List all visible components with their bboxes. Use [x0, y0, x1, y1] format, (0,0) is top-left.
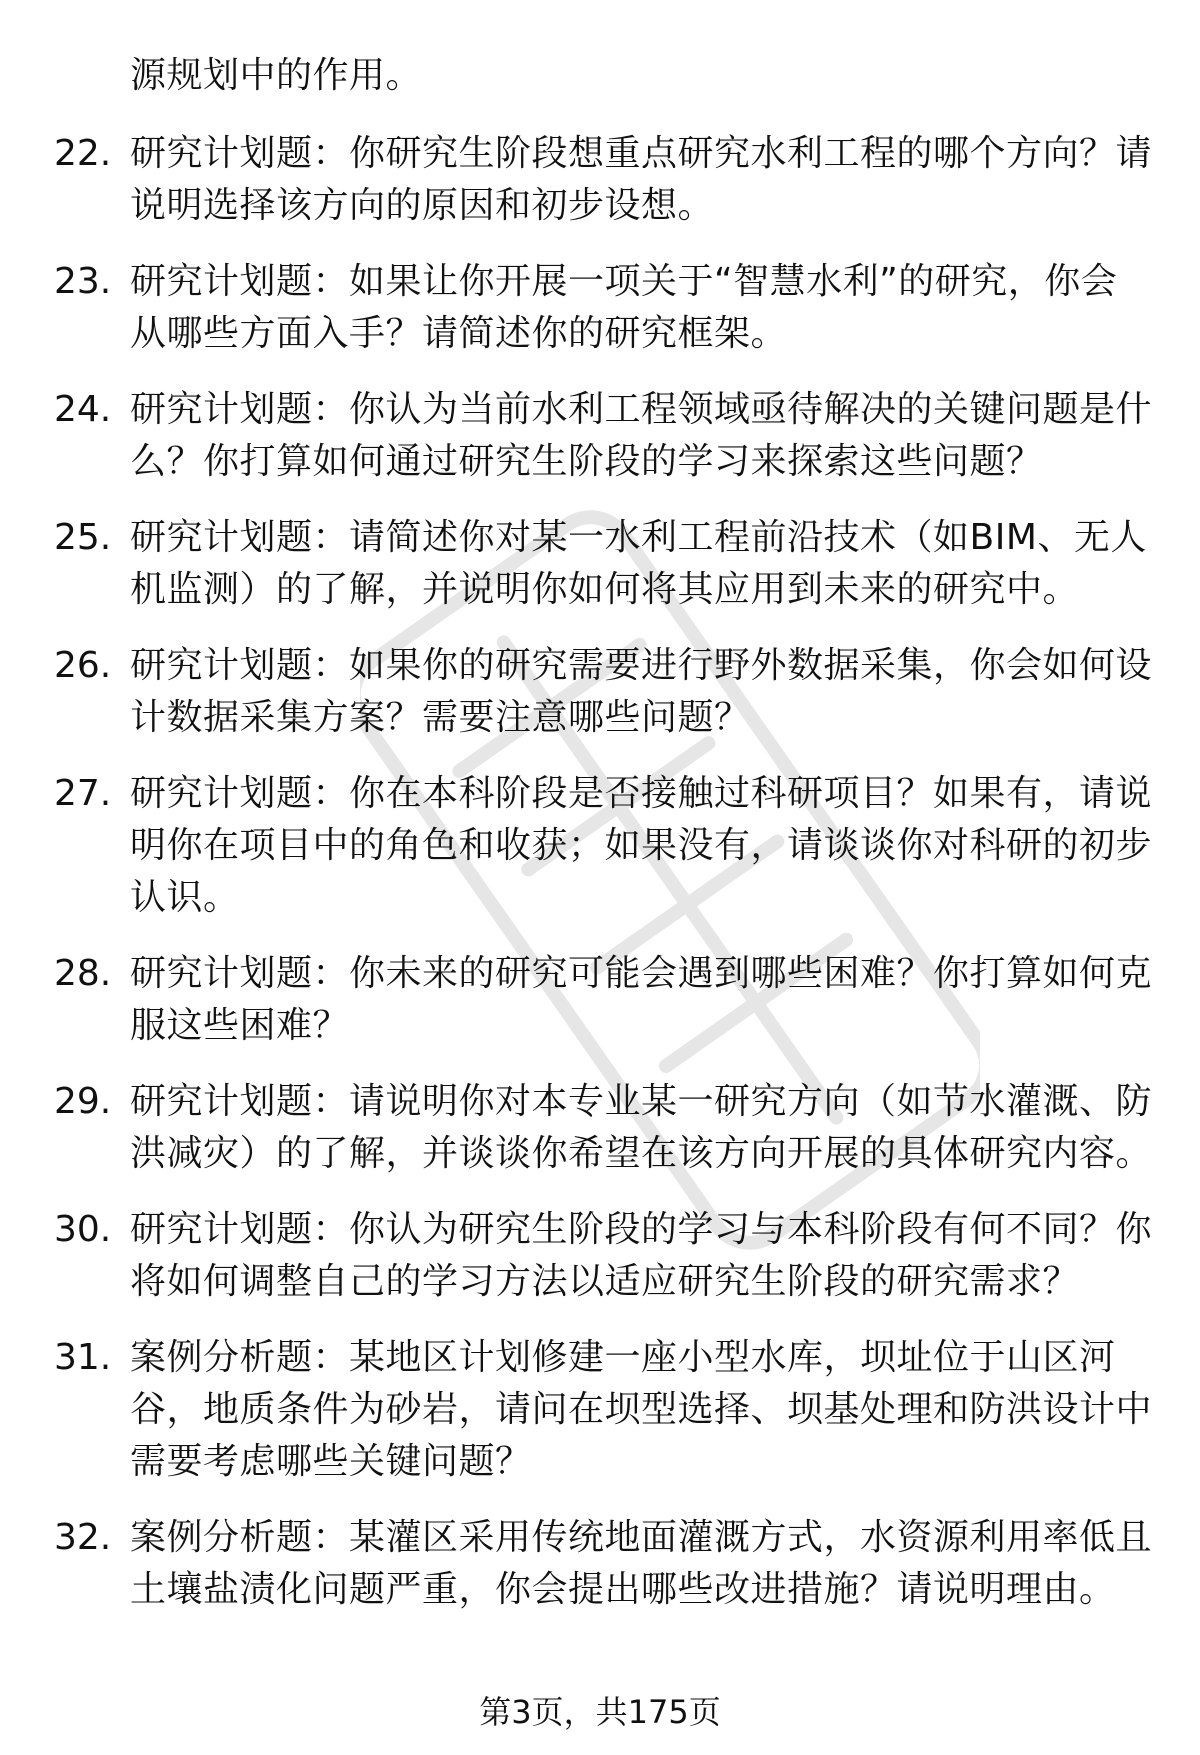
question-number: 22.: [54, 133, 112, 174]
question-number: 29.: [54, 1081, 112, 1122]
page-number: 第3页，共175页: [479, 1693, 721, 1731]
question-text-line: 研究计划题：你未来的研究可能会遇到哪些困难？你打算如何克: [130, 953, 1153, 994]
question-text-line: 研究计划题：你在本科阶段是否接触过科研项目？如果有，请说: [130, 773, 1153, 814]
question-text-line: 土壤盐渍化问题严重，你会提出哪些改进措施？请说明理由。: [130, 1569, 1116, 1610]
question-text-line: 将如何调整自己的学习方法以适应研究生阶段的研究需求？: [130, 1261, 1080, 1302]
question-text-line: 研究计划题：请说明你对本专业某一研究方向（如节水灌溉、防: [130, 1081, 1153, 1122]
question-text-line: 研究计划题：你研究生阶段想重点研究水利工程的哪个方向？请: [130, 133, 1153, 174]
question-text-line: 案例分析题：某灌区采用传统地面灌溉方式，水资源利用率低且: [130, 1517, 1153, 1558]
question-text-line: 谷，地质条件为砂岩，请问在坝型选择、坝基处理和防洪设计中: [130, 1389, 1153, 1430]
question-text-line: 说明选择该方向的原因和初步设想。: [130, 185, 715, 226]
question-text-line: 洪减灾）的了解，并谈谈你希望在该方向开展的具体研究内容。: [130, 1133, 1153, 1174]
question-number: 25.: [54, 517, 112, 558]
question-text-line: 明你在项目中的角色和收获；如果没有，请谈谈你对科研的初步: [130, 825, 1153, 866]
question-number: 26.: [54, 645, 112, 686]
question-number: 28.: [54, 953, 112, 994]
question-text-line: 研究计划题：请简述你对某一水利工程前沿技术（如BIM、无人: [130, 517, 1147, 558]
question-text-line: 服这些困难？: [130, 1005, 350, 1046]
question-number: 23.: [54, 261, 112, 302]
question-text-line: 认识。: [130, 877, 240, 918]
question-text-line: 计数据采集方案？需要注意哪些问题？: [130, 697, 751, 738]
question-text-line: 研究计划题：你认为研究生阶段的学习与本科阶段有何不同？你: [130, 1209, 1153, 1250]
question-text-line: 从哪些方面入手？请简述你的研究框架。: [130, 313, 788, 354]
question-text-line: 研究计划题：如果让你开展一项关于“智慧水利”的研究，你会: [130, 261, 1118, 302]
question-number: 30.: [54, 1209, 112, 1250]
question-text-line: 研究计划题：你认为当前水利工程领域亟待解决的关键问题是什: [130, 389, 1153, 430]
question-text-line: 案例分析题：某地区计划修建一座小型水库，坝址位于山区河: [130, 1337, 1116, 1378]
question-number: 24.: [54, 389, 112, 430]
question-text-line: 么？你打算如何通过研究生阶段的学习来探索这些问题？: [130, 441, 1043, 482]
question-number: 31.: [54, 1337, 112, 1378]
question-number: 32.: [54, 1517, 112, 1558]
question-number: 27.: [54, 773, 112, 814]
question-text-line: 研究计划题：如果你的研究需要进行野外数据采集，你会如何设: [130, 645, 1153, 686]
question-text-line: 机监测）的了解，并说明你如何将其应用到未来的研究中。: [130, 569, 1080, 610]
question-text-line: 需要考虑哪些关键问题？: [130, 1441, 532, 1482]
continued-line: 源规划中的作用。: [130, 55, 423, 96]
